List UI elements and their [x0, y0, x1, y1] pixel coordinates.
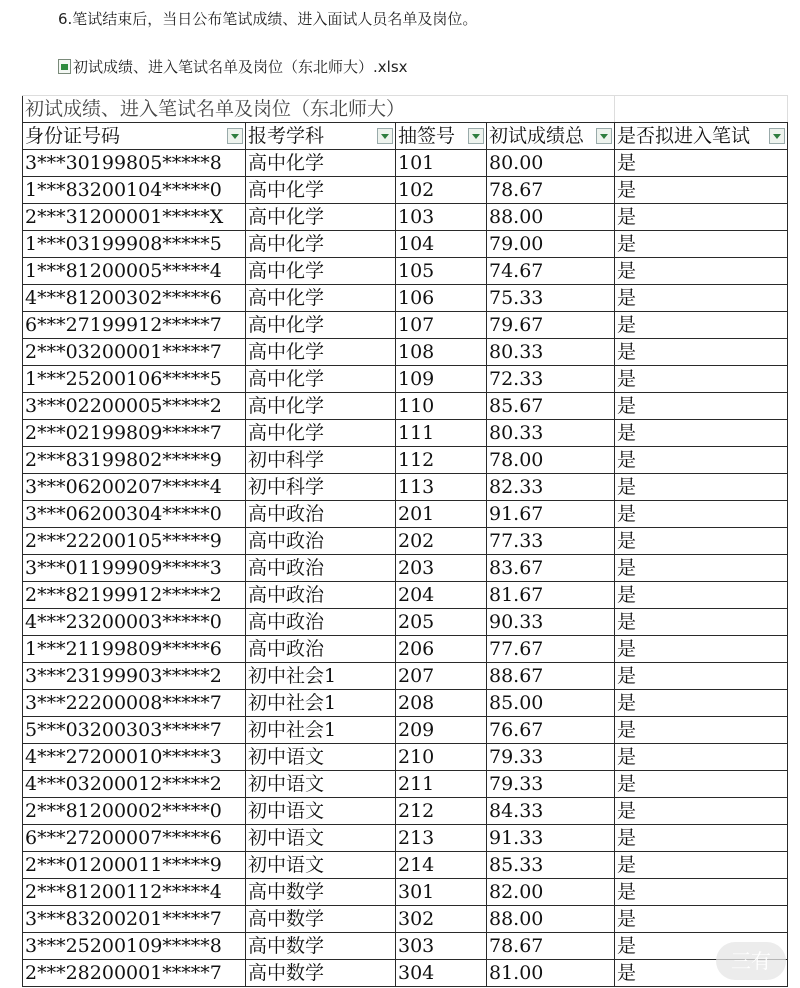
cell-score[interactable]: 72.33: [487, 366, 615, 393]
cell-written-exam[interactable]: 是: [615, 258, 788, 285]
cell-subject[interactable]: 初中语文: [246, 825, 396, 852]
table-title-empty-cell: [615, 96, 788, 123]
table-row: [23, 204, 788, 231]
table-row: [23, 501, 788, 528]
cell-score[interactable]: 76.67: [487, 717, 615, 744]
cell-written-exam[interactable]: 是: [615, 420, 788, 447]
cell-written-exam[interactable]: 是: [615, 177, 788, 204]
cell-draw-number[interactable]: 209: [396, 717, 487, 744]
table-row: [23, 150, 788, 177]
cell-subject[interactable]: 高中化学: [246, 285, 396, 312]
cell-draw-number[interactable]: 107: [396, 312, 487, 339]
cell-subject[interactable]: 高中数学: [246, 906, 396, 933]
cell-written-exam[interactable]: 是: [615, 771, 788, 798]
cell-draw-number[interactable]: 106: [396, 285, 487, 312]
cell-written-exam[interactable]: 是: [615, 744, 788, 771]
cell-id-number[interactable]: 1***83200104*****0: [23, 177, 246, 204]
table-title-row: [23, 96, 788, 123]
cell-score[interactable]: 75.33: [487, 285, 615, 312]
cell-score[interactable]: 83.67: [487, 555, 615, 582]
cell-score[interactable]: 88.00: [487, 906, 615, 933]
table-row: [23, 879, 788, 906]
table-row: [23, 852, 788, 879]
cell-score[interactable]: 79.00: [487, 231, 615, 258]
table-row: [23, 447, 788, 474]
cell-score[interactable]: 79.67: [487, 312, 615, 339]
cell-id-number[interactable]: 3***22200008*****7: [23, 690, 246, 717]
cell-draw-number[interactable]: 201: [396, 501, 487, 528]
cell-id-number[interactable]: 3***06200304*****0: [23, 501, 246, 528]
cell-draw-number[interactable]: 304: [396, 960, 487, 987]
cell-subject[interactable]: 高中化学: [246, 420, 396, 447]
cell-id-number[interactable]: 4***27200010*****3: [23, 744, 246, 771]
cell-id-number[interactable]: 2***81200002*****0: [23, 798, 246, 825]
cell-id-number[interactable]: 2***83199802*****9: [23, 447, 246, 474]
cell-subject[interactable]: 高中化学: [246, 339, 396, 366]
cell-draw-number[interactable]: 208: [396, 690, 487, 717]
cell-draw-number[interactable]: 102: [396, 177, 487, 204]
cell-id-number[interactable]: 2***03200001*****7: [23, 339, 246, 366]
cell-written-exam[interactable]: 是: [615, 447, 788, 474]
table-row: [23, 474, 788, 501]
cell-id-number[interactable]: 3***25200109*****8: [23, 933, 246, 960]
cell-subject[interactable]: 初中社会1: [246, 717, 396, 744]
table-row: [23, 717, 788, 744]
cell-subject[interactable]: 高中政治: [246, 609, 396, 636]
cell-id-number[interactable]: 1***81200005*****4: [23, 258, 246, 285]
cell-draw-number[interactable]: 212: [396, 798, 487, 825]
cell-subject[interactable]: 高中数学: [246, 933, 396, 960]
cell-subject[interactable]: 高中政治: [246, 582, 396, 609]
header-id-number: [23, 123, 246, 150]
header-label: 抽签号: [398, 125, 456, 147]
notice-text: 6.笔试结束后，当日公布笔试成绩、进入面试人员名单及岗位。: [58, 10, 478, 28]
table-row: [23, 177, 788, 204]
cell-subject[interactable]: 初中语文: [246, 744, 396, 771]
cell-subject[interactable]: 初中科学: [246, 447, 396, 474]
cell-score[interactable]: 78.67: [487, 933, 615, 960]
header-draw-number: [396, 123, 487, 150]
cell-score[interactable]: 91.33: [487, 825, 615, 852]
cell-id-number[interactable]: 6***27199912*****7: [23, 312, 246, 339]
table-row: [23, 771, 788, 798]
table-row: [23, 393, 788, 420]
cell-score[interactable]: 78.00: [487, 447, 615, 474]
cell-id-number[interactable]: 2***31200001*****X: [23, 204, 246, 231]
cell-written-exam[interactable]: 是: [615, 663, 788, 690]
cell-id-number[interactable]: 1***21199809*****6: [23, 636, 246, 663]
header-subject: [246, 123, 396, 150]
table-row: [23, 798, 788, 825]
cell-score[interactable]: 88.00: [487, 204, 615, 231]
cell-written-exam[interactable]: 是: [615, 933, 788, 960]
cell-subject[interactable]: 高中化学: [246, 231, 396, 258]
cell-id-number[interactable]: 3***01199909*****3: [23, 555, 246, 582]
cell-id-number[interactable]: 1***25200106*****5: [23, 366, 246, 393]
cell-written-exam[interactable]: 是: [615, 609, 788, 636]
cell-written-exam[interactable]: 是: [615, 528, 788, 555]
cell-subject[interactable]: 高中化学: [246, 258, 396, 285]
table-row: [23, 582, 788, 609]
cell-score[interactable]: 84.33: [487, 798, 615, 825]
filter-dropdown-icon[interactable]: [227, 128, 243, 144]
cell-score[interactable]: 85.00: [487, 690, 615, 717]
cell-score[interactable]: 80.33: [487, 420, 615, 447]
cell-id-number[interactable]: 2***82199912*****2: [23, 582, 246, 609]
cell-draw-number[interactable]: 104: [396, 231, 487, 258]
cell-score[interactable]: 79.33: [487, 771, 615, 798]
cell-id-number[interactable]: 4***81200302*****6: [23, 285, 246, 312]
cell-score[interactable]: 82.00: [487, 879, 615, 906]
cell-id-number[interactable]: 2***28200001*****7: [23, 960, 246, 987]
header-label: 报考学科: [248, 125, 325, 147]
cell-score[interactable]: 88.67: [487, 663, 615, 690]
cell-draw-number[interactable]: 202: [396, 528, 487, 555]
cell-draw-number[interactable]: 108: [396, 339, 487, 366]
table-row: [23, 825, 788, 852]
cell-draw-number[interactable]: 109: [396, 366, 487, 393]
table-row: [23, 258, 788, 285]
header-written-exam: [615, 123, 788, 150]
table-row: [23, 744, 788, 771]
table-row: [23, 933, 788, 960]
cell-score[interactable]: 90.33: [487, 609, 615, 636]
table-row: [23, 663, 788, 690]
table-row: [23, 231, 788, 258]
attachment-filename[interactable]: 初试成绩、进入笔试名单及岗位（东北师大）.xlsx: [73, 57, 408, 76]
cell-subject[interactable]: 高中数学: [246, 960, 396, 987]
cell-subject[interactable]: 高中化学: [246, 204, 396, 231]
cell-written-exam[interactable]: 是: [615, 393, 788, 420]
xlsx-file-icon: [58, 59, 71, 74]
cell-subject[interactable]: 高中政治: [246, 555, 396, 582]
cell-score[interactable]: 81.67: [487, 582, 615, 609]
cell-draw-number[interactable]: 303: [396, 933, 487, 960]
table-row: [23, 420, 788, 447]
cell-written-exam[interactable]: 是: [615, 636, 788, 663]
cell-score[interactable]: 82.33: [487, 474, 615, 501]
cell-draw-number[interactable]: 205: [396, 609, 487, 636]
cell-written-exam[interactable]: 是: [615, 717, 788, 744]
cell-score[interactable]: 85.33: [487, 852, 615, 879]
cell-written-exam[interactable]: 是: [615, 150, 788, 177]
cell-draw-number[interactable]: 301: [396, 879, 487, 906]
cell-draw-number[interactable]: 111: [396, 420, 487, 447]
cell-id-number[interactable]: 3***06200207*****4: [23, 474, 246, 501]
cell-id-number[interactable]: 3***83200201*****7: [23, 906, 246, 933]
cell-draw-number[interactable]: 302: [396, 906, 487, 933]
cell-draw-number[interactable]: 210: [396, 744, 487, 771]
cell-written-exam[interactable]: 是: [615, 798, 788, 825]
cell-id-number[interactable]: 4***23200003*****0: [23, 609, 246, 636]
header-score: [487, 123, 615, 150]
cell-written-exam[interactable]: 是: [615, 879, 788, 906]
cell-draw-number[interactable]: 204: [396, 582, 487, 609]
cell-subject[interactable]: 高中政治: [246, 636, 396, 663]
attachment-link[interactable]: [58, 56, 408, 76]
cell-score[interactable]: 74.67: [487, 258, 615, 285]
cell-draw-number[interactable]: 213: [396, 825, 487, 852]
header-label: 初试成绩总: [489, 125, 585, 147]
cell-id-number[interactable]: 5***03200303*****7: [23, 717, 246, 744]
table-row: [23, 609, 788, 636]
cell-written-exam[interactable]: 是: [615, 231, 788, 258]
filter-dropdown-icon[interactable]: [596, 128, 612, 144]
cell-subject[interactable]: 高中化学: [246, 312, 396, 339]
cell-id-number[interactable]: 2***22200105*****9: [23, 528, 246, 555]
cell-id-number[interactable]: 2***02199809*****7: [23, 420, 246, 447]
filter-dropdown-icon[interactable]: [769, 128, 785, 144]
table-row: [23, 960, 788, 987]
cell-draw-number[interactable]: 113: [396, 474, 487, 501]
cell-draw-number[interactable]: 112: [396, 447, 487, 474]
table-title: 初试成绩、进入笔试名单及岗位（东北师大）: [23, 96, 615, 123]
cell-written-exam[interactable]: 是: [615, 285, 788, 312]
cell-draw-number[interactable]: 211: [396, 771, 487, 798]
cell-score[interactable]: 85.67: [487, 393, 615, 420]
cell-subject[interactable]: 高中政治: [246, 528, 396, 555]
cell-subject[interactable]: 初中社会1: [246, 663, 396, 690]
cell-written-exam[interactable]: 是: [615, 960, 788, 987]
table-row: [23, 366, 788, 393]
cell-written-exam[interactable]: 是: [615, 555, 788, 582]
table-header-row: [23, 123, 788, 150]
cell-draw-number[interactable]: 110: [396, 393, 487, 420]
score-table: [22, 95, 788, 987]
cell-id-number[interactable]: 6***27200007*****6: [23, 825, 246, 852]
cell-id-number[interactable]: 1***03199908*****5: [23, 231, 246, 258]
cell-score[interactable]: 79.33: [487, 744, 615, 771]
table-row: [23, 339, 788, 366]
watermark-logo: 三有: [716, 942, 786, 980]
cell-written-exam[interactable]: 是: [615, 690, 788, 717]
cell-draw-number[interactable]: 207: [396, 663, 487, 690]
table-row: [23, 690, 788, 717]
cell-subject[interactable]: 高中化学: [246, 366, 396, 393]
cell-score[interactable]: 80.33: [487, 339, 615, 366]
cell-written-exam[interactable]: 是: [615, 312, 788, 339]
cell-draw-number[interactable]: 214: [396, 852, 487, 879]
cell-subject[interactable]: 初中科学: [246, 474, 396, 501]
table-row: [23, 312, 788, 339]
cell-id-number[interactable]: 4***03200012*****2: [23, 771, 246, 798]
cell-score[interactable]: 77.67: [487, 636, 615, 663]
header-label: 是否拟进入笔试: [617, 125, 751, 147]
cell-written-exam[interactable]: 是: [615, 825, 788, 852]
cell-subject[interactable]: 高中化学: [246, 177, 396, 204]
cell-written-exam[interactable]: 是: [615, 204, 788, 231]
cell-id-number[interactable]: 3***02200005*****2: [23, 393, 246, 420]
cell-score[interactable]: 91.67: [487, 501, 615, 528]
cell-subject[interactable]: 高中化学: [246, 393, 396, 420]
table-row: [23, 636, 788, 663]
table-row: [23, 285, 788, 312]
cell-written-exam[interactable]: 是: [615, 474, 788, 501]
cell-id-number[interactable]: 2***01200011*****9: [23, 852, 246, 879]
cell-subject[interactable]: 高中数学: [246, 879, 396, 906]
cell-score[interactable]: 77.33: [487, 528, 615, 555]
table-row: [23, 906, 788, 933]
cell-draw-number[interactable]: 101: [396, 150, 487, 177]
cell-subject[interactable]: 初中语文: [246, 798, 396, 825]
cell-draw-number[interactable]: 203: [396, 555, 487, 582]
cell-written-exam[interactable]: 是: [615, 501, 788, 528]
header-label: 身份证号码: [25, 125, 121, 147]
cell-subject[interactable]: 高中政治: [246, 501, 396, 528]
cell-subject[interactable]: 初中社会1: [246, 690, 396, 717]
cell-score[interactable]: 78.67: [487, 177, 615, 204]
cell-id-number[interactable]: 3***30199805*****8: [23, 150, 246, 177]
cell-id-number[interactable]: 3***23199903*****2: [23, 663, 246, 690]
cell-draw-number[interactable]: 103: [396, 204, 487, 231]
cell-written-exam[interactable]: 是: [615, 366, 788, 393]
cell-written-exam[interactable]: 是: [615, 582, 788, 609]
cell-written-exam[interactable]: 是: [615, 339, 788, 366]
cell-score[interactable]: 81.00: [487, 960, 615, 987]
cell-id-number[interactable]: 2***81200112*****4: [23, 879, 246, 906]
cell-draw-number[interactable]: 206: [396, 636, 487, 663]
cell-score[interactable]: 80.00: [487, 150, 615, 177]
cell-written-exam[interactable]: 是: [615, 906, 788, 933]
cell-subject[interactable]: 高中化学: [246, 150, 396, 177]
cell-draw-number[interactable]: 105: [396, 258, 487, 285]
table-row: [23, 528, 788, 555]
filter-dropdown-icon[interactable]: [468, 128, 484, 144]
table-row: [23, 555, 788, 582]
cell-subject[interactable]: 初中语文: [246, 771, 396, 798]
cell-written-exam[interactable]: 是: [615, 852, 788, 879]
cell-subject[interactable]: 初中语文: [246, 852, 396, 879]
filter-dropdown-icon[interactable]: [377, 128, 393, 144]
